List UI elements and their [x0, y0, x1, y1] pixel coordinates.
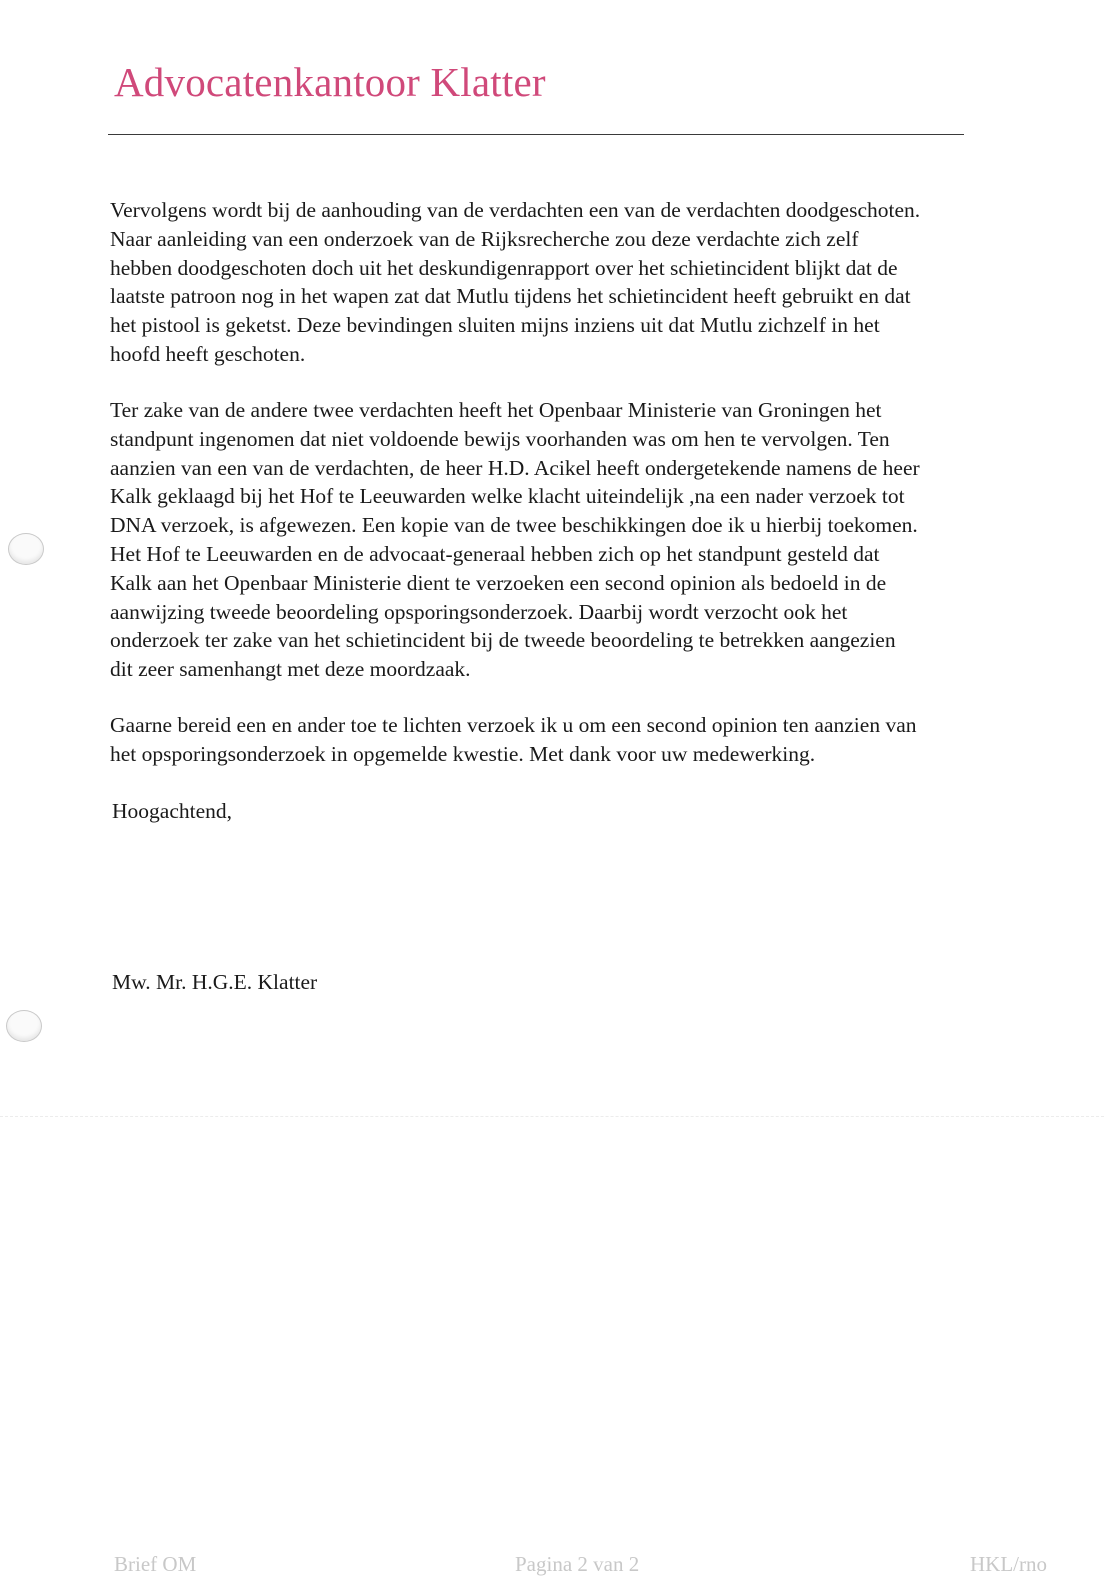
- text-line: Kalk aan het Openbaar Ministerie dient te verzoeken een second opinion als bedoeld in de: [110, 570, 887, 595]
- letter-closing: Hoogachtend,: [112, 799, 233, 823]
- punch-hole-icon: [8, 533, 44, 565]
- text-line: Ter zake van de andere twee verdachten heeft het Openbaar Ministerie van Groningen het: [110, 398, 882, 422]
- text-line: Kalk geklaagd bij het Hof te Leeuwarden welke klacht uiteindelijk ,na een nader verzoek tot: [110, 484, 905, 509]
- letterhead-divider: [108, 134, 964, 135]
- text-line: het pistool is geketst. Deze bevindingen sluiten mijns inziens uit dat Mutlu zichzelf in het: [110, 313, 880, 338]
- text-line: aanzien van een van de verdachten, de heer H.D. Acikel heeft ondergetekende namens de heer: [110, 455, 920, 480]
- footer-reference: HKL/rno: [970, 1552, 1047, 1576]
- text-line: dit zeer samenhangt met deze moordzaak.: [110, 657, 471, 682]
- text-line: Het Hof te Leeuwarden en de advocaat-generaal hebben zich op het standpunt gesteld dat: [110, 541, 880, 566]
- footer-document-name: Brief OM: [114, 1552, 197, 1576]
- text-line: Gaarne bereid een en ander toe te lichten verzoek ik u om een second opinion ten aanzien van: [110, 713, 917, 737]
- body-paragraph-2: [110, 396, 1070, 684]
- text-line: aanwijzing tweede beoordeling opsporingsonderzoek. Daarbij wordt verzocht ook het: [110, 599, 848, 624]
- text-line: standpunt ingenomen dat niet voldoende bewijs voorhanden was om hen te vervolgen. Ten: [110, 426, 890, 451]
- text-line: laatste patroon nog in het wapen zat dat Mutlu tijdens het schietincident heeft gebruikt en dat: [110, 284, 911, 309]
- signature-name: Mw. Mr. H.G.E. Klatter: [112, 970, 318, 994]
- body-paragraph-1: [110, 196, 1070, 369]
- text-line: onderzoek ter zake van het schietincident bij de tweede beoordeling te betrekken aangezien: [110, 628, 896, 653]
- text-line: Vervolgens wordt bij de aanhouding van de verdachten een van de verdachten doodgeschoten.: [110, 198, 921, 222]
- text-line: DNA verzoek, is afgewezen. Een kopie van de twee beschikkingen doe ik u hierbij toekomen.: [110, 513, 918, 538]
- punch-hole-icon: [6, 1010, 42, 1042]
- page-fold-line: [0, 1116, 1104, 1117]
- text-line: hoofd heeft geschoten.: [110, 341, 306, 366]
- text-line: hebben doodgeschoten doch uit het deskundigenrapport over het schietincident blijkt dat de: [110, 255, 898, 280]
- text-line: het opsporingsonderzoek in opgemelde kwestie. Met dank voor uw medewerking.: [110, 741, 816, 766]
- footer-page-number: Pagina 2 van 2: [515, 1552, 640, 1576]
- text-line: Naar aanleiding van een onderzoek van de Rijksrecherche zou deze verdachte zich zelf: [110, 226, 859, 251]
- letterhead-title: Advocatenkantoor Klatter: [114, 59, 546, 105]
- body-paragraph-3: [110, 711, 1070, 769]
